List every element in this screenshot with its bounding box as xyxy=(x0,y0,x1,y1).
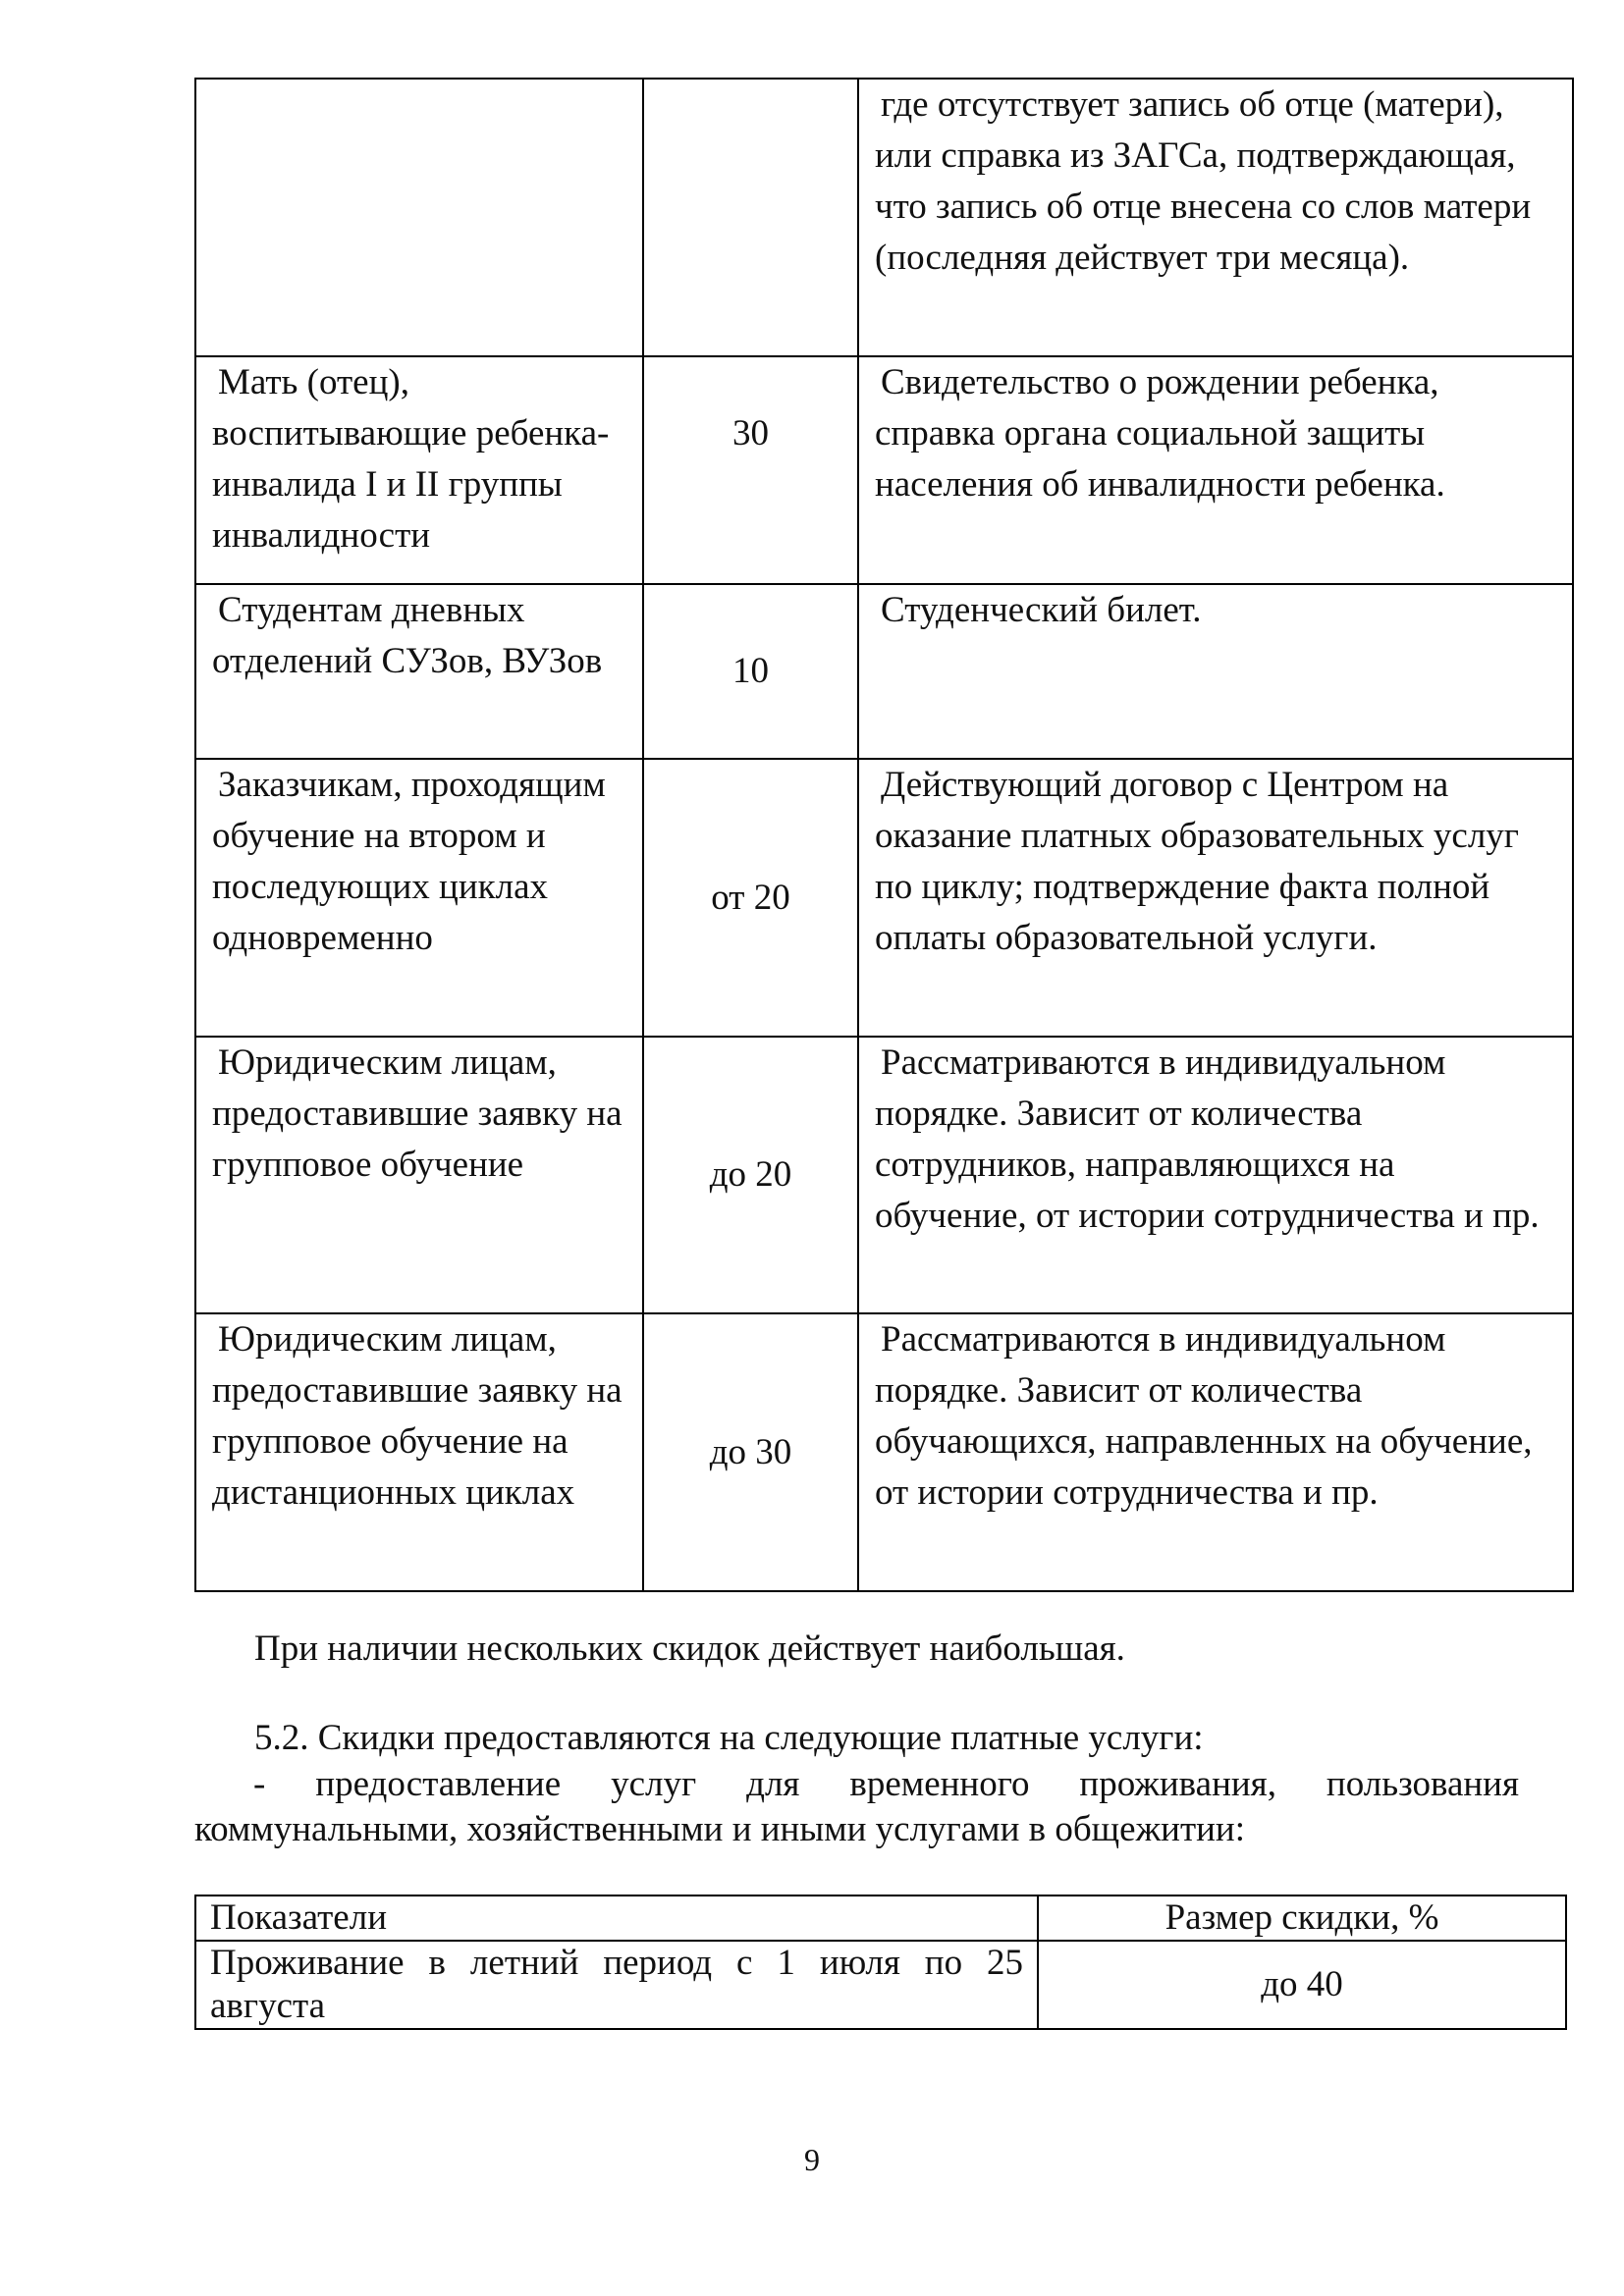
table-row xyxy=(195,1037,1573,1313)
section-5-2-heading: 5.2. Скидки предоставляются на следующие платные услуги: xyxy=(254,1718,1204,1758)
category-cell: Юридическим лицам, предоставившие заявку на групповое обучение на дистанционных циклах xyxy=(195,1313,643,1591)
discount-cell xyxy=(643,79,858,356)
lodging-discount-table xyxy=(194,1895,1567,2030)
discount-cell: до 30 xyxy=(643,1313,858,1591)
documents-cell: Свидетельство о рождении ребенка, справка органа социальной защиты населения об инвалидности ребенка. xyxy=(858,356,1573,584)
discount-table xyxy=(194,78,1574,1592)
discount-note: При наличии нескольких скидок действует наибольшая. xyxy=(254,1629,1125,1669)
column-header-indicators: Показатели xyxy=(195,1896,1038,1941)
category-cell: Заказчикам, проходящим обучение на втором и последующих циклах одновременно xyxy=(195,759,643,1037)
indicator-cell: Проживание в летний период с 1 июля по 25 августа xyxy=(195,1941,1038,2029)
table-row xyxy=(195,584,1573,759)
discount-cell: от 20 xyxy=(643,759,858,1037)
discount-cell: 10 xyxy=(643,584,858,759)
discount-cell: до 20 xyxy=(643,1037,858,1313)
category-cell: Мать (отец), воспитывающие ребенка-инвалида I и II группы инвалидности xyxy=(195,356,643,584)
table-row xyxy=(195,1941,1566,2029)
documents-cell: где отсутствует запись об отце (матери), или справка из ЗАГСа, подтверждающая, что запись об отце внесена со слов матери (последняя действует три месяца). xyxy=(858,79,1573,356)
documents-cell: Действующий договор с Центром на оказание платных образовательных услуг по циклу; подтверждение факта полной оплаты образовательной услуги. xyxy=(858,759,1573,1037)
table-row xyxy=(195,79,1573,356)
documents-cell: Студенческий билет. xyxy=(858,584,1573,759)
documents-cell: Рассматриваются в индивидуальном порядке. Зависит от количества сотрудников, направляющихся на обучение, от истории сотрудничества и пр. xyxy=(858,1037,1573,1313)
lodging-services-item: - предоставление услуг для временного проживания, пользования коммунальными, хозяйственными и иными услугами в общежитии: xyxy=(194,1764,1519,1849)
table-row xyxy=(195,356,1573,584)
discount-cell: 30 xyxy=(643,356,858,584)
page-number: 9 xyxy=(804,2142,820,2177)
column-header-discount: Размер скидки, % xyxy=(1038,1896,1566,1941)
table-row xyxy=(195,759,1573,1037)
table-header-row xyxy=(195,1896,1566,1941)
category-cell xyxy=(195,79,643,356)
discount-cell: до 40 xyxy=(1038,1941,1566,2029)
documents-cell: Рассматриваются в индивидуальном порядке. Зависит от количества обучающихся, направленных на обучение, от истории сотрудничества и пр. xyxy=(858,1313,1573,1591)
table-row xyxy=(195,1313,1573,1591)
category-cell: Студентам дневных отделений СУЗов, ВУЗов xyxy=(195,584,643,759)
category-cell: Юридическим лицам, предоставившие заявку на групповое обучение xyxy=(195,1037,643,1313)
